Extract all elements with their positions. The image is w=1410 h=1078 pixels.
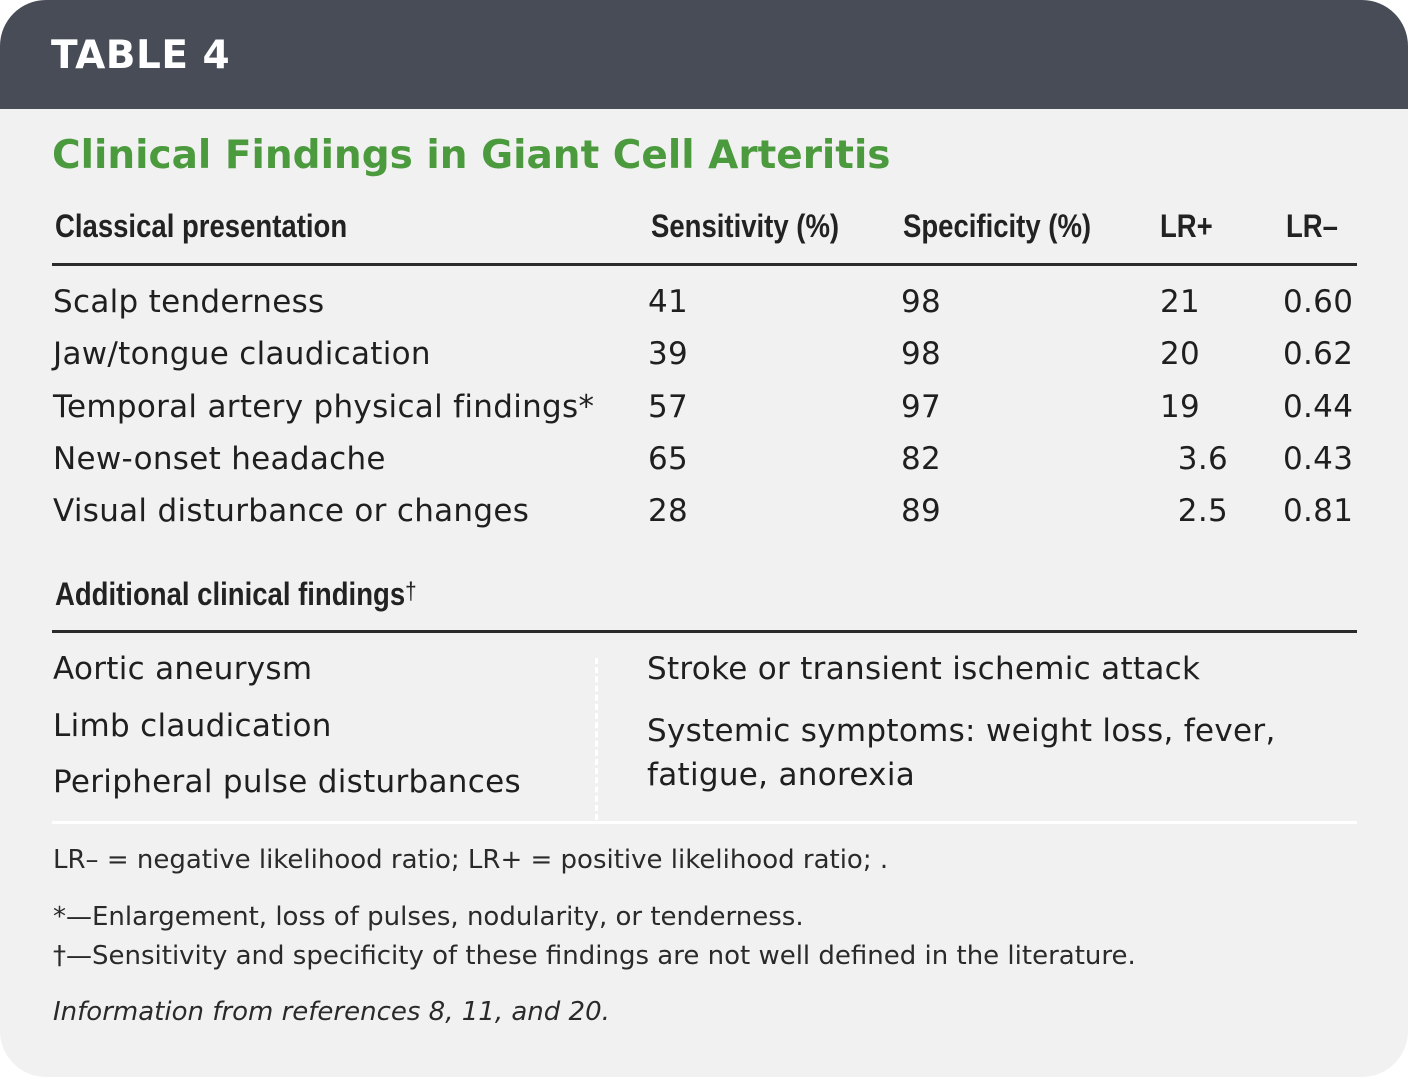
footnote-abbreviations: LR– = negative likelihood ratio; LR+ = positive likelihood ratio; . (53, 845, 889, 875)
additional-findings-heading (55, 576, 417, 613)
lr-negative-cell: 0.43 (1283, 441, 1354, 477)
specificity-cell: 82 (901, 441, 942, 477)
column-header-specificity: Specificity (%) (903, 208, 1092, 244)
finding-cell: Scalp tenderness (53, 284, 325, 320)
additional-finding-right: Systemic symptoms: weight loss, fever, fatigue, anorexia (647, 713, 1276, 793)
additional-rule (52, 630, 1357, 633)
footnote-asterisk: *—Enlargement, loss of pulses, nodularity, or tenderness. (53, 902, 804, 932)
column-header-presentation: Classical presentation (55, 208, 348, 244)
additional-finding-left: Peripheral pulse disturbances (53, 764, 521, 800)
finding-cell: Visual disturbance or changes (53, 493, 530, 529)
additional-finding-left: Aortic aneurysm (53, 651, 313, 687)
lr-negative-cell: 0.60 (1283, 284, 1354, 320)
column-header-lr-positive: LR+ (1160, 208, 1213, 244)
lr-negative-cell: 0.44 (1283, 389, 1354, 425)
additional-findings-heading-text: Additional clinical findings (55, 576, 406, 612)
table-row (0, 441, 1408, 491)
lr-negative-cell: 0.81 (1283, 493, 1354, 529)
table-row (0, 336, 1408, 386)
table-header-bar (0, 0, 1408, 109)
specificity-cell: 89 (901, 493, 942, 529)
lr-positive-cell: 21 (1159, 284, 1200, 320)
lr-positive-cell: 19 (1159, 389, 1200, 425)
table-row (0, 389, 1408, 439)
additional-finding-left: Limb claudication (53, 708, 332, 744)
column-header-lr-negative: LR– (1286, 208, 1338, 244)
sensitivity-cell: 41 (648, 284, 689, 320)
column-divider (595, 658, 598, 820)
specificity-cell: 98 (901, 284, 942, 320)
lr-positive-cell: 20 (1159, 336, 1200, 372)
source-note: Information from references 8, 11, and 20. (53, 997, 610, 1027)
lr-negative-cell: 0.62 (1283, 336, 1354, 372)
dagger-mark: † (405, 578, 417, 605)
additional-finding-right: Stroke or transient ischemic attack (647, 651, 1201, 687)
finding-cell: Temporal artery physical findings* (53, 389, 595, 425)
sensitivity-cell: 65 (648, 441, 689, 477)
table-title: Clinical Findings in Giant Cell Arteritis (52, 133, 891, 178)
table-number-label: TABLE 4 (51, 33, 231, 78)
header-rule (52, 263, 1357, 266)
lr-positive-cell: 3.6 (1177, 441, 1228, 477)
sensitivity-cell: 28 (648, 493, 689, 529)
footer-divider (52, 821, 1357, 824)
lr-positive-cell: 2.5 (1177, 493, 1228, 529)
table-row (0, 493, 1408, 543)
specificity-cell: 97 (901, 389, 942, 425)
finding-cell: New-onset headache (53, 441, 386, 477)
finding-cell: Jaw/tongue claudication (53, 336, 431, 372)
specificity-cell: 98 (901, 336, 942, 372)
sensitivity-cell: 39 (648, 336, 689, 372)
table-row (0, 284, 1408, 334)
column-header-sensitivity: Sensitivity (%) (651, 208, 840, 244)
sensitivity-cell: 57 (648, 389, 689, 425)
footnote-dagger: †—Sensitivity and specificity of these findings are not well defined in the literature. (53, 941, 1136, 971)
